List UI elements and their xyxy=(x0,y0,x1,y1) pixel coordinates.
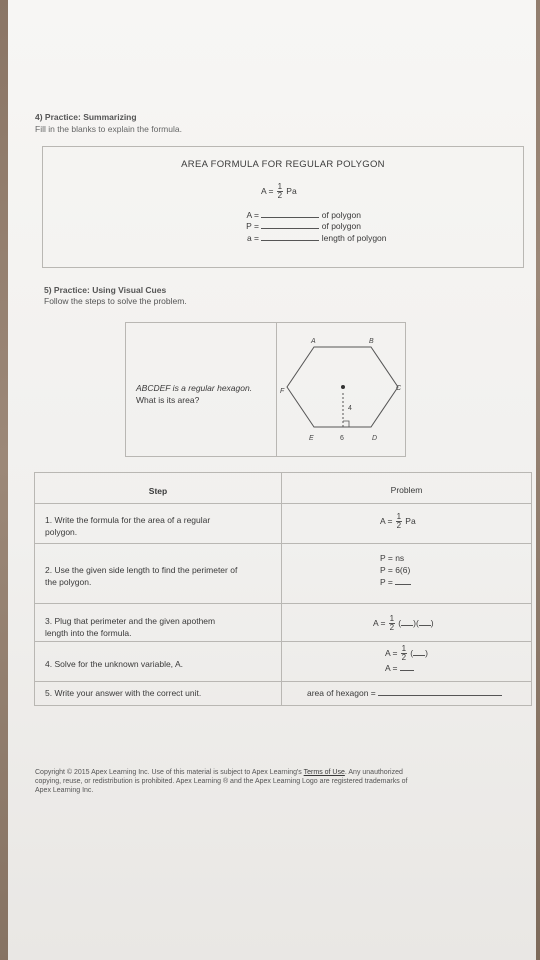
formula-box xyxy=(42,146,524,268)
step-4: 4. Solve for the unknown variable, A. xyxy=(45,659,183,669)
hexagon-center xyxy=(341,385,345,389)
column-divider xyxy=(281,473,282,705)
vertex-label-e: E xyxy=(309,435,314,442)
perimeter-answer-blank[interactable] xyxy=(395,584,411,585)
area-blank[interactable] xyxy=(261,217,319,218)
final-answer-blank[interactable] xyxy=(378,695,502,696)
step-5: 5. Write your answer with the correct unit. xyxy=(45,688,202,698)
problem-4-work: A = $\frac{1}{2}$ ( ) A = xyxy=(385,644,428,673)
apothem-input-blank[interactable] xyxy=(419,625,431,626)
definition-row-area: A = of polygon xyxy=(246,210,361,220)
vertex-label-b: B xyxy=(369,338,374,345)
apothem-blank[interactable] xyxy=(261,240,319,241)
column-header-step: Step xyxy=(148,486,168,496)
worksheet-page xyxy=(8,0,536,960)
steps-table xyxy=(34,472,532,706)
problem-statement-box xyxy=(125,322,277,457)
hexagon-figure-box xyxy=(276,322,406,457)
row-divider xyxy=(35,603,531,604)
definition-row-perimeter: P = of polygon xyxy=(246,221,361,231)
problem-5-answer: area of hexagon = xyxy=(307,688,502,698)
apothem-length-label: 4 xyxy=(348,405,352,412)
formula-box-title: AREA FORMULA FOR REGULAR POLYGON xyxy=(181,159,385,170)
row-divider xyxy=(35,641,531,642)
side-length-label: 6 xyxy=(340,435,344,442)
vertex-label-d: D xyxy=(372,435,378,442)
right-angle-mark xyxy=(343,421,349,427)
section5-heading: 5) Practice: Using Visual Cues xyxy=(44,285,167,295)
problem-text-1: ABCDEF is a regular hexagon. xyxy=(136,383,253,393)
hexagon-diagram xyxy=(277,323,405,456)
row-divider xyxy=(35,503,531,504)
area-answer-blank[interactable] xyxy=(400,670,414,671)
copyright-footer: Copyright © 2015 Apex Learning Inc. Use of this material is subject to Apex Learning's Terms of Use. Any unauthorized copying, reuse, or redistribution is prohibited. Apex Learning ® and the Apex Learning Logo are registered trademarks of Apex Learning Inc. xyxy=(35,769,408,794)
perimeter-input-blank[interactable] xyxy=(401,625,413,626)
section5-instruction: Follow the steps to solve the problem. xyxy=(44,296,187,306)
problem-2-work: P = ns P = 6(6) P = xyxy=(380,553,411,587)
problem-text-2: What is its area? xyxy=(136,395,200,405)
vertex-label-f: F xyxy=(280,388,285,395)
step-3: 3. Plug that perimeter and the given apothem length into the formula. xyxy=(45,616,216,638)
section4-instruction: Fill in the blanks to explain the formula. xyxy=(35,124,182,134)
perimeter-blank[interactable] xyxy=(261,228,319,229)
section4-heading: 4) Practice: Summarizing xyxy=(35,112,137,122)
row-divider xyxy=(35,681,531,682)
vertex-label-c: C xyxy=(395,385,401,392)
area-formula: A = $\frac{1}{2}$ Pa xyxy=(261,182,297,200)
terms-of-use-link[interactable]: Terms of Use xyxy=(303,769,345,776)
row-divider xyxy=(35,543,531,544)
vertex-label-a: A xyxy=(311,338,316,345)
problem-3-formula: A = $\frac{1}{2}$ ( )( ) xyxy=(373,614,434,632)
column-header-problem: Problem xyxy=(390,485,423,495)
problem-1-formula: A = $\frac{1}{2}$ Pa xyxy=(380,512,416,530)
step-1: 1. Write the formula for the area of a regular polygon. xyxy=(45,515,211,537)
definition-row-apothem: a = length of polygon xyxy=(246,233,387,243)
product-input-blank[interactable] xyxy=(413,655,425,656)
step-2: 2. Use the given side length to find the perimeter of the polygon. xyxy=(45,565,238,587)
